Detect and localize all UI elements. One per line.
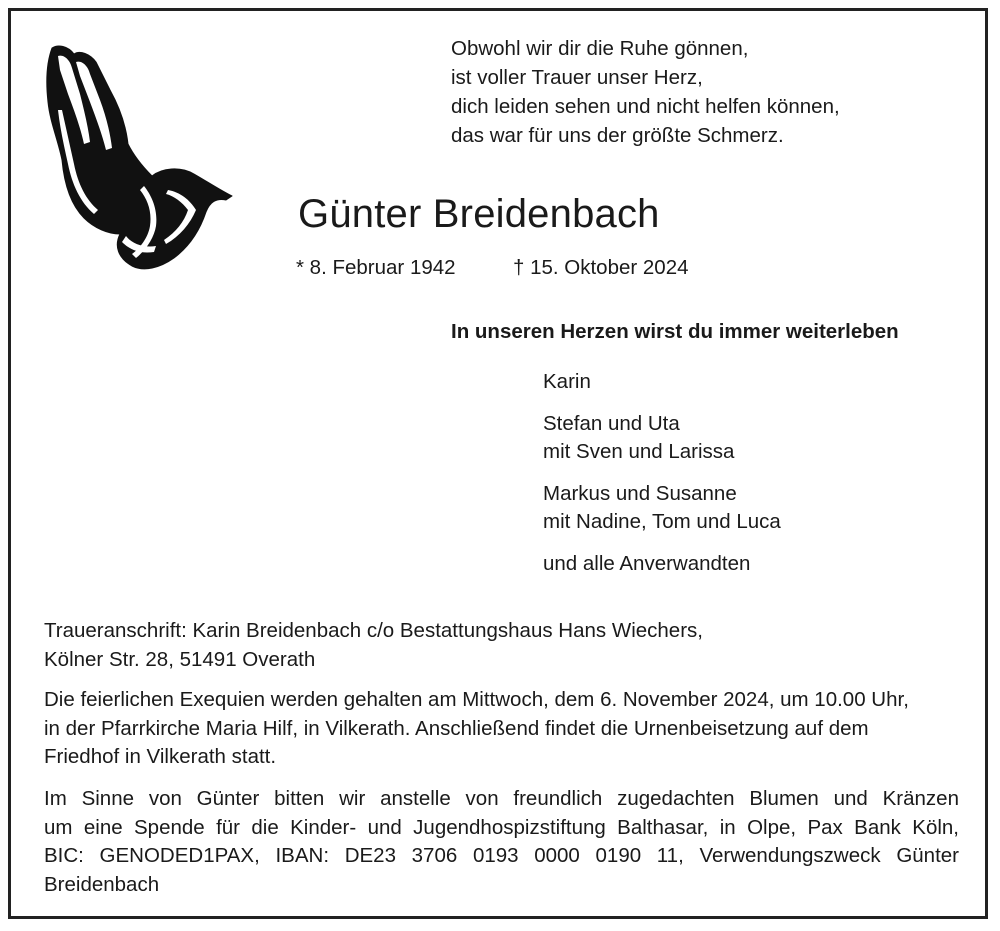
poem-line: Obwohl wir dir die Ruhe gönnen,	[451, 37, 749, 60]
family-list	[543, 368, 781, 591]
poem-line: dich leiden sehen und nicht helfen können,	[451, 95, 840, 118]
motto: In unseren Herzen wirst du immer weiterleben	[451, 320, 899, 343]
address-line: Kölner Str. 28, 51491 Overath	[44, 647, 316, 671]
donation-line: Breidenbach	[44, 872, 160, 896]
family-group	[543, 368, 781, 397]
family-line: Markus und Susanne	[543, 481, 737, 505]
poem-line: das war für uns der größte Schmerz.	[451, 124, 784, 147]
address-line: Traueranschrift: Karin Breidenbach c/o Bestattungshaus Hans Wiechers,	[44, 619, 703, 642]
family-group	[543, 410, 781, 467]
family-line: mit Nadine, Tom und Luca	[543, 510, 781, 533]
mourning-address	[44, 617, 959, 674]
service-line: Friedhof in Vilkerath statt.	[44, 745, 277, 768]
service-line: in der Pfarrkirche Maria Hilf, in Vilkerath. Anschließend findet die Urnenbeisetzung auf dem	[44, 716, 869, 740]
family-group	[543, 480, 781, 537]
family-line: mit Sven und Larissa	[543, 440, 735, 463]
family-line: Karin	[543, 370, 591, 393]
donation-line: Im Sinne von Günter bitten wir anstelle von freundlich zugedachten Blumen und Kränzen	[44, 787, 959, 810]
donation-line: BIC: GENODED1PAX, IBAN: DE23 3706 0193 0000 0190 11, Verwendungszweck Günter	[44, 844, 959, 867]
funeral-service-info	[44, 686, 959, 772]
donation-request	[44, 785, 959, 899]
service-line: Die feierlichen Exequien werden gehalten am Mittwoch, dem 6. November 2024, um 10.00 Uhr,	[44, 688, 909, 711]
death-date: † 15. Oktober 2024	[513, 256, 689, 279]
poem	[451, 34, 840, 150]
birth-date: * 8. Februar 1942	[296, 256, 456, 279]
deceased-name: Günter Breidenbach	[298, 192, 660, 236]
family-line: Stefan und Uta	[543, 411, 680, 435]
family-group	[543, 550, 781, 579]
donation-line: um eine Spende für die Kinder- und Jugendhospizstiftung Balthasar, in Olpe, Pax Bank Köln,	[44, 815, 959, 839]
family-line: und alle Anverwandten	[543, 551, 751, 575]
poem-line: ist voller Trauer unser Herz,	[451, 66, 703, 89]
praying-hands-icon	[40, 40, 240, 276]
